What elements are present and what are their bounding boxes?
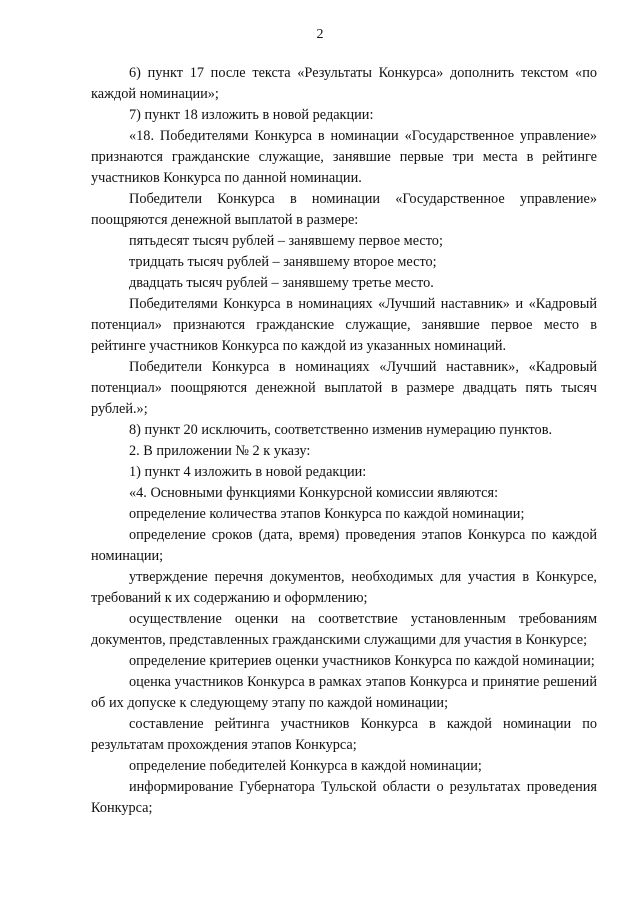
paragraph: пятьдесят тысяч рублей – занявшему первое место; <box>129 233 443 249</box>
paragraph: осуществление оценки на соответствие установленным требованиям документов, представленных гражданскими служащими для участия в Конкурсе; <box>91 611 597 648</box>
paragraph: составление рейтинга участников Конкурса в каждой номинации по результатам прохождения этапов Конкурса; <box>91 716 597 753</box>
paragraph: 8) пункт 20 исключить, соответственно изменив нумерацию пунктов. <box>129 422 553 438</box>
paragraph: информирование Губернатора Тульской области о результатах проведения Конкурса; <box>91 779 597 816</box>
paragraph: тридцать тысяч рублей – занявшему второе место; <box>129 254 437 270</box>
paragraph: 2. В приложении № 2 к указу: <box>129 443 311 459</box>
paragraph: 1) пункт 4 изложить в новой редакции: <box>129 464 367 480</box>
paragraph: «4. Основными функциями Конкурсной комиссии являются: <box>129 485 499 501</box>
paragraph: определение победителей Конкурса в каждой номинации; <box>129 758 482 774</box>
paragraph: оценка участников Конкурса в рамках этапов Конкурса и принятие решений об их допуске к следующему этапу по каждой номинации; <box>91 674 597 711</box>
paragraph: Победители Конкурса в номинациях «Лучший наставник», «Кадровый потенциал» поощряются денежной выплатой в размере двадцать пять тысяч рублей.»; <box>91 359 597 417</box>
paragraph: определение критериев оценки участников Конкурса по каждой номинации; <box>129 653 595 669</box>
paragraph: 7) пункт 18 изложить в новой редакции: <box>129 107 374 123</box>
paragraph: двадцать тысяч рублей – занявшему третье место. <box>129 275 434 291</box>
paragraph: определение количества этапов Конкурса по каждой номинации; <box>129 506 525 522</box>
paragraph: Победителями Конкурса в номинациях «Лучший наставник» и «Кадровый потенциал» признаются гражданские служащие, занявшие первое место в рейтинге участников Конкурса по каждой из указанных номинаций. <box>91 296 597 354</box>
paragraph: утверждение перечня документов, необходимых для участия в Конкурсе, требований к их содержанию и оформлению; <box>91 569 597 606</box>
paragraph: 6) пункт 17 после текста «Результаты Конкурса» дополнить текстом «по каждой номинации»; <box>91 65 597 102</box>
paragraph: «18. Победителями Конкурса в номинации «Государственное управление» признаются гражданские служащие, занявшие первые три места в рейтинге участников Конкурса по данной номинации. <box>91 128 597 186</box>
page-number: 2 <box>316 27 324 42</box>
document-body <box>91 63 597 819</box>
paragraph: Победители Конкурса в номинации «Государственное управление» поощряются денежной выплатой в размере: <box>91 191 597 228</box>
paragraph: определение сроков (дата, время) проведения этапов Конкурса по каждой номинации; <box>91 527 597 564</box>
